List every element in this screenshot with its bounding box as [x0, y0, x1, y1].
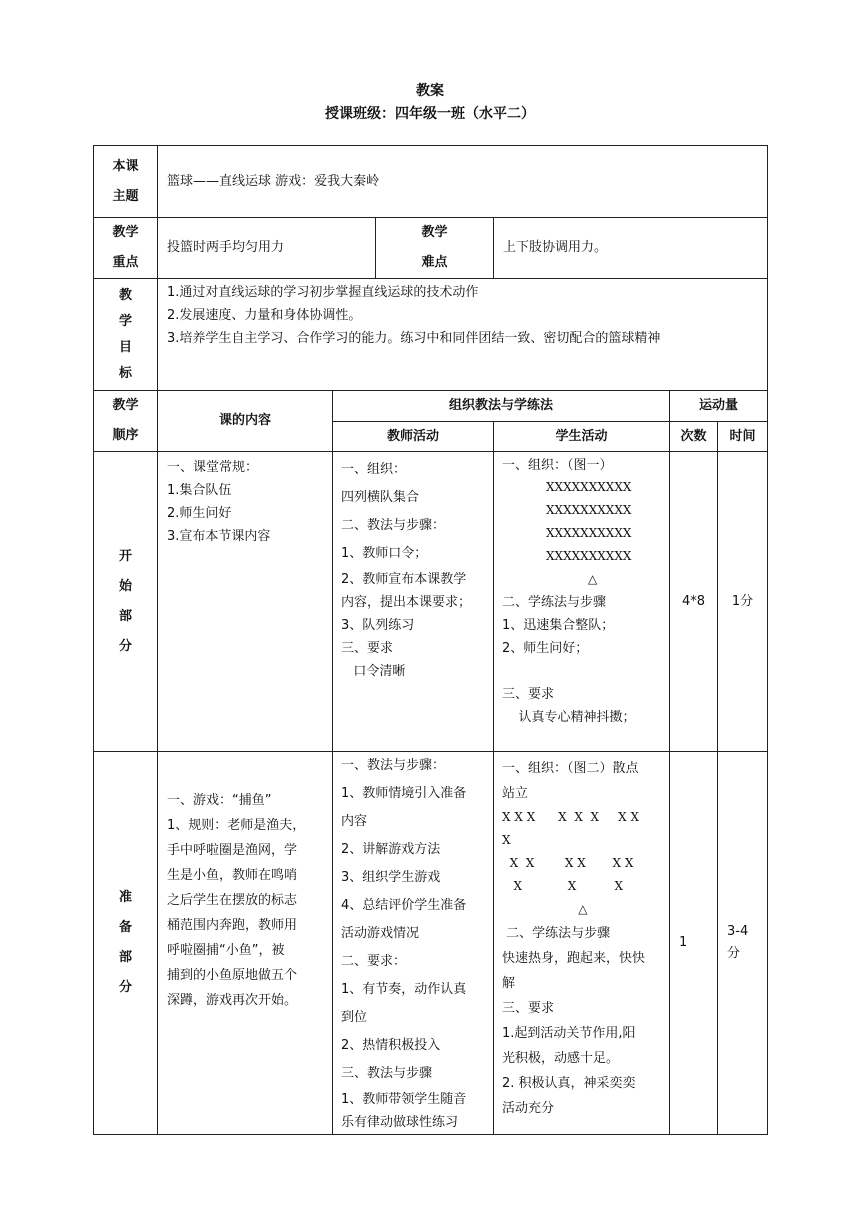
prep-teacher-activity: 一、教法与步骤： 1、教师情境引入准备 内容 2、讲解游戏方法 3、组织学生游戏 4、总结评价学生准备 活动游戏情况 二、要求： 1、有节奏，动作认真 到位 2、热情积极投入 三、教法与步骤 1、教师带领学生随音 乐有律动做球性练习 [333, 752, 494, 1135]
topic-row [94, 146, 768, 218]
formation-diagram: XXXXXXXXXX XXXXXXXXXX XXXXXXXXXX XXXXXXXXXX △ [546, 480, 632, 586]
goals-row [94, 279, 768, 391]
start-content: 一、课堂常规： 1.集合队伍 2.师生问好 3.宣布本节课内容 [158, 452, 333, 752]
doc-title: 教案 [416, 83, 444, 99]
load-header: 运动量 [670, 391, 768, 422]
lesson-plan-table [93, 145, 768, 1135]
start-duration: 1分 [718, 452, 768, 752]
start-section-row [94, 452, 768, 752]
method-header: 组织教法与学练法 [333, 391, 670, 422]
content-header: 课的内容 [158, 391, 333, 452]
prep-content: 一、游戏：“捕鱼” 1、规则：老师是渔夫， 手中呼啦圈是渔网，学 生是小鱼，教师在鸣哨 之后学生在摆放的标志 桶范围内奔跑，教师用 呼啦圈捕“小鱼”，被 捕到的小鱼原地做五个 深蹲，游戏再次开始。 [158, 752, 333, 1135]
doc-subtitle: 授课班级：四年级一班（水平二） [325, 106, 535, 122]
prep-section-label: 准 备 部 分 [94, 752, 158, 1135]
prep-student-activity: 一、组织：（图二）散点 站立 X X X X X X X X X X X X X X X X X X △ 二、学练法与步骤 快速热身，跑起来，快快 解 三、要求 1.起到活动关节作用,阳 光积极，动感十足。 2. 积极认真，神采奕奕 活动充分 [494, 752, 670, 1135]
goal-item: 3.培养学生自主学习、合作学习的能力。练习中和同伴团结一致、密切配合的篮球精神 [167, 331, 661, 346]
order-header: 教学 顺序 [94, 391, 158, 452]
difficulty-value: 上下肢协调用力。 [494, 218, 768, 279]
key-point-label: 教学 重点 [94, 218, 158, 279]
goal-item: 2.发展速度、力量和身体协调性。 [167, 308, 362, 323]
goals-list [158, 279, 768, 391]
key-point-value: 投篮时两手均匀用力 [158, 218, 376, 279]
goal-item: 1.通过对直线运球的学习初步掌握直线运球的技术动作 [167, 285, 479, 300]
prep-section-row [94, 752, 768, 1135]
student-header: 学生活动 [494, 422, 670, 452]
start-section-label: 开 始 部 分 [94, 452, 158, 752]
start-teacher-activity: 一、组织： 四列横队集合 二、教法与步骤： 1、教师口令； 2、教师宣布本课教学 内容，提出本课要求； 3、队列练习 三、要求 口令清晰 [333, 452, 494, 752]
start-student-activity: 一、组织：（图一） XXXXXXXXXX XXXXXXXXXX XXXXXXXXXX XXXXXXXXXX △ 二、学练法与步骤 1、迅速集合整队； 2、师生问好； 三、要求 认真专心精神抖擞； [494, 452, 670, 752]
prep-duration: 3-4 分 [718, 752, 768, 1135]
scatter-diagram: X X X X X X X X X X X X X X X X X X △ [502, 810, 640, 916]
header-row-1 [94, 391, 768, 422]
topic-value: 篮球——直线运球 游戏：爱我大秦岭 [158, 146, 768, 218]
goals-label: 教 学 目 标 [94, 279, 158, 391]
focus-row [94, 218, 768, 279]
topic-label: 本课 主题 [94, 146, 158, 218]
prep-times: 1 [670, 752, 718, 1135]
start-times: 4*8 [670, 452, 718, 752]
duration-header: 时间 [718, 422, 768, 452]
times-header: 次数 [670, 422, 718, 452]
teacher-header: 教师活动 [333, 422, 494, 452]
difficulty-label: 教学 难点 [376, 218, 494, 279]
